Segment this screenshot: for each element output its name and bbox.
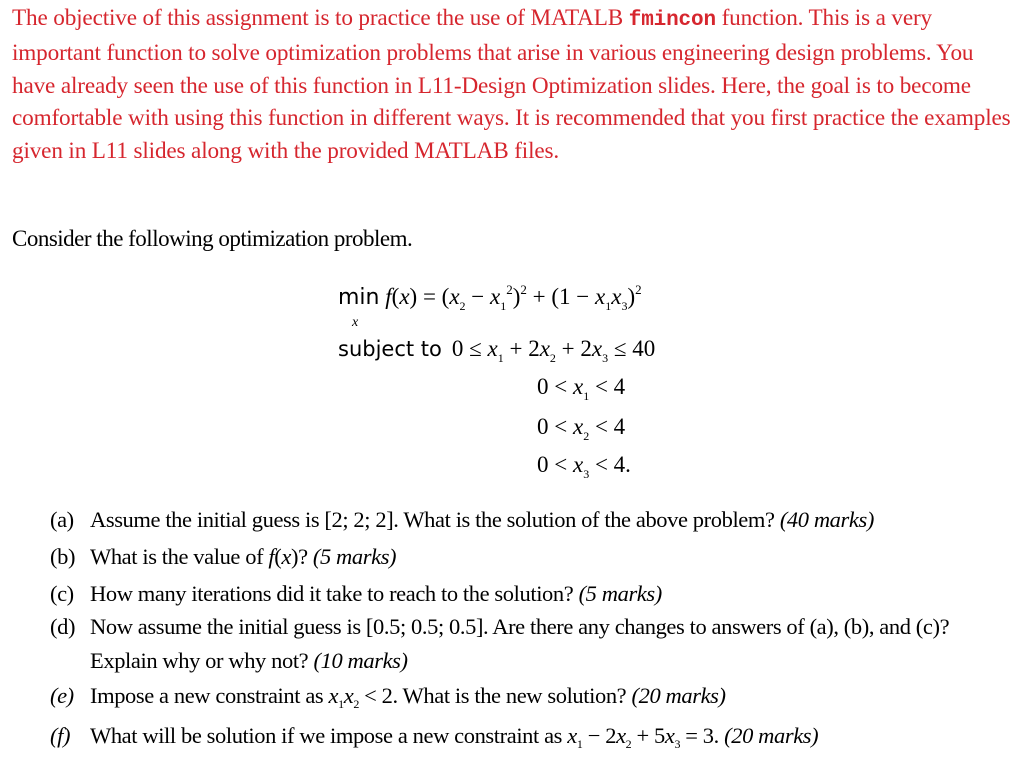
constraint-2: $0 < x_1 < 4$ [537,374,626,403]
subject-to-label: subject to [338,337,442,361]
marks: (20 marks) [724,723,819,748]
question-text: Explain why or why not? [90,648,309,673]
question-text: What will be solution if we impose a new constraint as [90,723,568,748]
question-label: (e) [50,683,74,708]
intro-paragraph [12,2,1012,167]
question-label: (c) [50,581,74,606]
question-d [50,614,949,640]
question-b: (b) What is the value of f(x)? (5 marks) [50,544,397,569]
fmincon-code: fmincon [628,9,716,32]
question-a [50,507,874,533]
marks: (10 marks) [313,648,408,673]
marks: (5 marks) [312,544,397,569]
question-text-end: ? [298,544,308,569]
min-subscript: x [352,315,359,330]
question-text: Impose a new constraint as [90,683,329,708]
question-text: Assume the initial guess is [2; 2; 2]. What is the solution of the above problem? [90,507,775,532]
question-label: (d) [50,614,76,639]
constraint-4: $0 < x_3 < 4$. [537,452,631,481]
question-c [50,581,662,607]
question-label: (a) [50,507,74,532]
question-label: (f) [50,723,71,748]
min-operator: min [338,285,380,310]
question-label: (b) [50,544,76,569]
question-e: (e) Impose a new constraint as $x_1x_2 < 2$. What is the new solution? (20 marks) [50,683,726,711]
marks: (20 marks) [631,683,726,708]
question-text: What is the value of [90,544,269,569]
question-d-line2 [90,648,408,674]
question-f: (f) What will be solution if we impose a new constraint as $x_1 - 2x_2 + 5x_3 = 3$. (20 marks) [50,723,819,751]
intro-text-after: function. This is a very important function to solve optimization problems that arise in various engineering design problems. You have already seen the use of this function in L11-Design Optimization slides. Here, the goal is to become comfortable with using this function in different ways. It is recommended that you first practice the examples given in L11 slides along with the provided MATLAB files. [12,5,1011,164]
constraint-3: $0 < x_2 < 4$ [537,414,626,443]
intro-text-before: The objective of this assignment is to practice the use of MATALB [12,5,629,31]
question-text: How many iterations did it take to reach to the solution? [90,581,574,606]
question-text: Now assume the initial guess is [0.5; 0.5; 0.5]. Are there any changes to answers of (a), (b), and (c)? [90,614,950,639]
marks: (5 marks) [578,581,662,606]
question-text-end: . What is the new solution? [392,683,627,708]
question-text-end: . [713,723,719,748]
constraint-1: subject to $0 \le x_1 + 2x_2 + 2x_3 \le 40$ [338,336,656,365]
objective-function: $\min f(x) = (x_2 - x_1^2)^2 + (1 - x_1x_3)^2$ [338,282,642,313]
consider-heading: Consider the following optimization problem. [12,226,413,251]
marks: (40 marks) [779,507,874,532]
